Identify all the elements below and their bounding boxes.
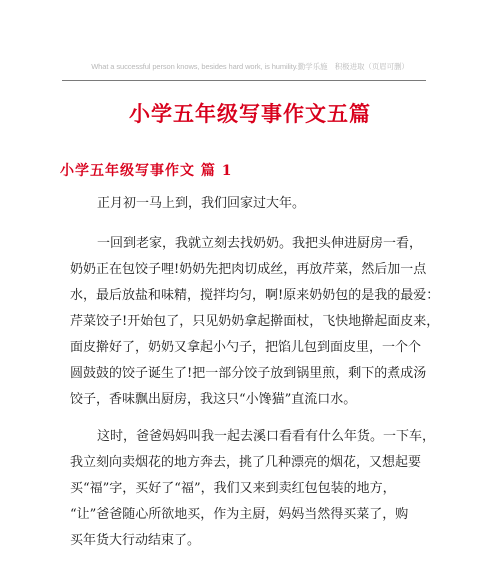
page-header-text: What a successful person knows, besides hard work, is humility.勤学乐施 积极进取（页眉可删） <box>91 62 409 71</box>
paragraph <box>70 231 442 413</box>
paragraph-line: 面皮擀好了，奶奶又拿起小勺子，把馅儿包到面皮里，一个个 <box>70 340 422 355</box>
paragraph-line: 奶奶正在包饺子哩!奶奶先把肉切成丝，再放芹菜，然后加一点 <box>70 262 427 277</box>
paragraph-line: 芹菜饺子!开始包了，只见奶奶拿起擀面杖，飞快地擀起面皮来， <box>70 314 440 329</box>
section-title: 小学五年级写事作文 篇 1 <box>60 163 233 179</box>
paragraph-line: 买年货大行动结束了。 <box>70 533 201 548</box>
header-divider <box>62 80 426 81</box>
paragraph-line: 饺子，香味飘出厨房，我这只“小馋猫”直流口水。 <box>70 392 357 407</box>
paragraph-line: 水，最后放盐和味精，搅拌均匀，啊!原来奶奶包的是我的最爱： <box>70 288 440 303</box>
paragraph-line: 正月初一马上到，我们回家过大年。 <box>97 196 306 211</box>
paragraph-line: 我立刻向卖烟花的地方奔去，挑了几种漂亮的烟花，又想起要 <box>70 455 422 470</box>
paragraph-line: 这时，爸爸妈妈叫我一起去溪口看看有什么年货。一下车， <box>97 429 436 444</box>
paragraph <box>70 191 442 217</box>
paragraph <box>70 424 442 554</box>
paragraph-line: 一回到老家，我就立刻去找奶奶。我把头伸进厨房一看， <box>97 236 423 251</box>
paragraph-line: 买“福”字，买好了“福”，我们又来到卖红包包装的地方， <box>70 481 396 496</box>
document-title: 小学五年级写事作文五篇 <box>129 101 371 126</box>
paragraph-line: “让”爸爸随心所欲地买，作为主厨，妈妈当然得买菜了，购 <box>70 507 409 522</box>
paragraph-line: 圆鼓鼓的饺子诞生了!把一部分饺子放到锅里煎，剩下的煮成汤 <box>70 366 427 381</box>
